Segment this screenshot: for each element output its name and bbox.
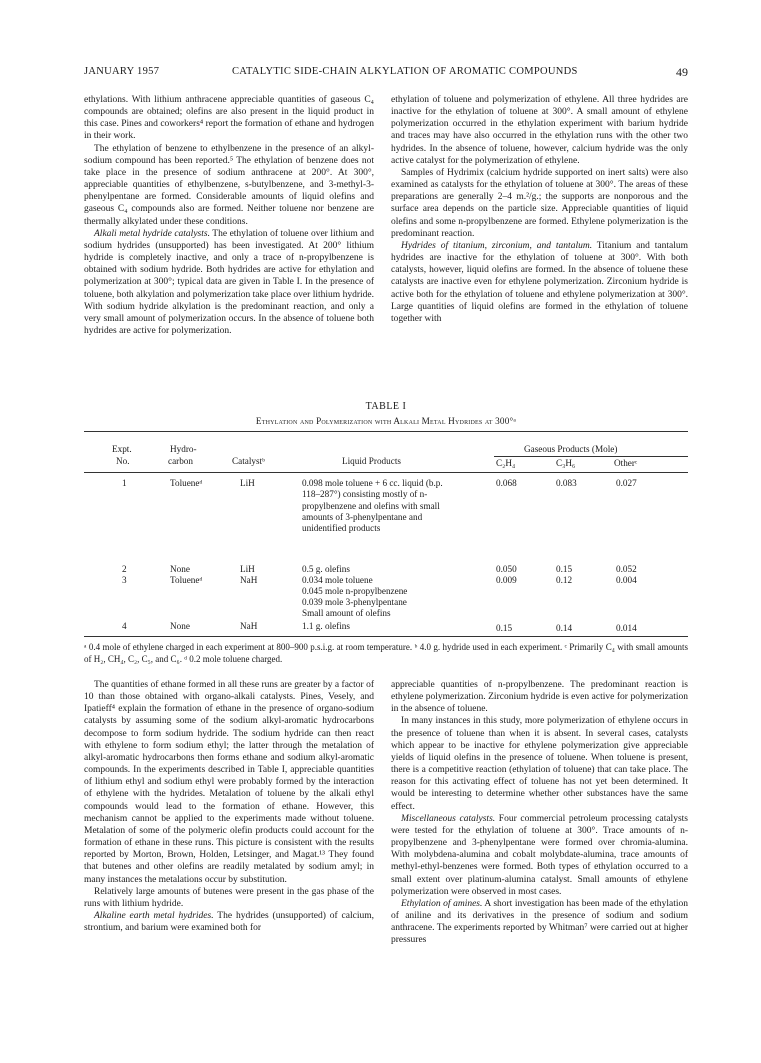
table-cell-liquid-extra: Small amount of olefins — [302, 608, 391, 618]
run-in-heading: Miscellaneous catalysts. — [401, 813, 496, 824]
table-rule-gaseous — [494, 456, 688, 457]
table-footnotes: ᵃ 0.4 mole of ethylene charged in each experiment at 800–900 p.s.i.g. at room temperature. ᵇ 4.0 g. hydride used in each experiment. ᶜ Primarily C₄ with small amounts of H₂, CH₄, C₂, C₅, and C₆. ᵈ 0.2 mole toluene charged. — [84, 642, 688, 664]
table-label: TABLE I — [365, 401, 407, 412]
table-cell-liquid: 0.5 g. olefins — [302, 564, 350, 574]
header-other: Otherᶜ — [614, 458, 638, 468]
header-running-title: CATALYTIC SIDE-CHAIN ALKYLATION OF AROMATIC COMPOUNDS — [232, 66, 578, 77]
table-cell-liquid-extra: 0.039 mole 3-phenylpentane — [302, 597, 407, 607]
table-cell-hydrocarbon: Tolueneᵈ — [170, 478, 203, 488]
paragraph-text: Four commercial petroleum processing catalysts were tested for the ethylation of toluene at 300°. Trace amounts of n-propylbenzene and 3-phenylpentane were formed over chromia-alumina. With molybdena-alumina and cobalt molybdate-alumina, trace amounts of methyl-ethyl-benzenes were formed. Both types of ethylation occurred to a small extent over platinum-alumina catalyst. Small amounts of ethylene polymerization were observed in most cases. — [391, 813, 688, 897]
table-cell-other: 0.004 — [616, 575, 637, 585]
run-in-heading: Hydrides of titanium, zirconium, and tantalum. — [401, 240, 593, 251]
table-cell-catalyst: LiH — [240, 478, 255, 488]
table-rule-top — [84, 431, 688, 432]
paragraph: ethylations. With lithium anthracene appreciable quantities of gaseous C₄ compounds are obtained; olefins are also present in the liquid product in this case. Pines and coworkers⁴ report the formation of ethane and hydrogen in their work. — [84, 95, 374, 142]
table-cell-no: 4 — [122, 621, 127, 631]
column-top-left — [84, 94, 374, 337]
paragraph: ethylation of toluene and polymerization of ethylene. All three hydrides are inactive for the ethylation of toluene at 300°. A small amount of ethylene polymerization occurred in the ethylation experiment with barium hydride and traces may have also occurred in the ethylation runs with the other two hydrides. In the absence of toluene, however, calcium hydride was the only active catalyst for the polymerization of ethylene. — [391, 95, 688, 166]
paragraph: The ethylation of benzene to ethylbenzene in the presence of an alkyl-sodium compound has been reported.⁵ The ethylation of benzene does not take place in the presence of sodium anthracene at 200°. At 300°, appreciable quantities of ethylbenzene, s-butylbenzene, and 3-methyl-3-phenylpentane are formed. Considerable amounts of liquid olefins and gaseous C₄ compounds also are formed. Neither toluene nor benzene are thermally alkylated under these conditions. — [84, 143, 374, 227]
table-cell-other: 0.014 — [616, 623, 637, 633]
header-no: No. — [116, 456, 130, 466]
header-c3h6: C₃H₆ — [556, 458, 576, 468]
table-rule-bottom — [84, 636, 688, 637]
table-cell-c3h6: 0.15 — [556, 564, 573, 574]
table-cell-liquid: 0.098 mole toluene + 6 cc. liquid (b.p. 118–287°) consisting mostly of n-propylbenzene and olefins with small amounts of 3-phenylpentane and unidentified products — [302, 478, 443, 534]
paragraph-text: The hydrides (unsupported) of calcium, strontium, and barium were examined both for — [84, 910, 374, 934]
paragraph: appreciable quantities of n-propylbenzene. The predominant reaction is ethylene polymerization. Zirconium hydride is even active for polymerization in the absence of toluene. — [391, 680, 688, 715]
paragraph — [391, 240, 688, 325]
run-in-heading: Alkaline earth metal hydrides. — [94, 910, 214, 921]
table-cell-liquid: 1.1 g. olefins — [302, 621, 350, 631]
paragraph-text: Titanium and tantalum hydrides are inactive for the ethylation of toluene at 300°. With both catalysts, however, liquid olefins are formed. In the absence of toluene these catalysts are inactive even for ethylene polymerization. Zirconium hydride is active both for the ethylation of toluene and ethylene polymerization at 300°. Large quantities of liquid olefins are formed in the ethylation of toluene together with — [391, 240, 689, 324]
run-in-heading: Alkali metal hydride catalysts. — [94, 228, 210, 239]
table-cell-c3h6: 0.083 — [556, 478, 577, 488]
table-cell-liquid-extra: 0.045 mole n-propylbenzene — [302, 586, 408, 596]
table-cell-catalyst: NaH — [240, 575, 258, 585]
table-caption: Ethylation and Polymerization with Alkali Metal Hydrides at 300°ᵃ — [255, 416, 517, 426]
table-cell-c2h4: 0.15 — [496, 623, 513, 633]
header-liquid-products: Liquid Products — [342, 456, 401, 466]
table-cell-other: 0.027 — [616, 478, 637, 488]
run-in-heading: Ethylation of amines. — [401, 898, 483, 909]
header-expt: Expt. — [112, 444, 132, 454]
page-number: 49 — [676, 65, 688, 79]
paragraph: Samples of Hydrimix (calcium hydride supported on inert salts) were also examined as catalysts for the ethylation of toluene at 300°. The areas of these preparations are generally 2–4 m.²/g.; the supports are nonporous and the surface area depends on the particle size. Appreciable quantities of liquid olefins and some n-propylbenzene are formed. Ethylene polymerization is the predominant reaction. — [391, 167, 688, 239]
table-cell-c2h4: 0.050 — [496, 564, 517, 574]
header-date: JANUARY 1957 — [84, 66, 160, 77]
paragraph — [391, 898, 688, 947]
paragraph-text: A short investigation has been made of the ethylation of aniline and its derivatives in the presence of sodium and sodium anthracene. The experiments reported by Whitman⁷ were carried out at higher pressures — [391, 898, 688, 946]
column-bottom-right — [391, 679, 688, 946]
table-rule-header — [84, 472, 688, 473]
table-cell-liquid: 0.034 mole toluene — [302, 575, 373, 585]
table-cell-c2h4: 0.009 — [496, 575, 517, 585]
table-cell-catalyst: NaH — [240, 621, 258, 631]
header-hydro: Hydro- — [170, 444, 197, 454]
header-catalyst: Catalystᵇ — [232, 456, 265, 466]
table-cell-no: 1 — [122, 478, 127, 488]
running-header — [84, 66, 688, 80]
paragraph — [84, 228, 374, 337]
table-cell-c3h6: 0.14 — [556, 623, 573, 633]
table-cell-c2h4: 0.068 — [496, 478, 517, 488]
column-bottom-left — [84, 679, 374, 934]
table-cell-hydrocarbon: None — [170, 564, 190, 574]
table-cell-c3h6: 0.12 — [556, 575, 573, 585]
table-cell-hydrocarbon: None — [170, 621, 190, 631]
header-carbon: carbon — [168, 456, 193, 466]
table-cell-other: 0.052 — [616, 564, 637, 574]
paragraph: In many instances in this study, more polymerization of ethylene occurs in the presence of toluene than when it is absent. In several cases, catalysts which appear to be inactive for ethylene polymerization give appreciable yields of liquid olefins in the presence of toluene. When toluene is present, there is a competitive reaction (ethylation of toluene) that can take place. The reason for this activating effect of toluene has not yet been determined. It would be interesting to determine whether other substances have the same effect. — [391, 716, 688, 812]
paragraph — [391, 813, 688, 898]
header-c2h4: C₂H₄ — [496, 458, 516, 468]
paragraph — [84, 910, 374, 934]
table-cell-no: 3 — [122, 575, 127, 585]
table-cell-catalyst: LiH — [240, 564, 255, 574]
table-cell-no: 2 — [122, 564, 127, 574]
paragraph: The quantities of ethane formed in all these runs are greater by a factor of 10 than those obtained with organo-alkali catalysts. Pines, Vesely, and Ipatieff⁴ explain the formation of ethane in the presence of organo-sodium catalysts by assuming some of the sodium alkyl-aromatic hydrocarbons decompose to form sodium hydride. The sodium hydride can then react with ethylene to form sodium ethyl; the latter through the metalation of alkyl-aromatic hydrocarbons then forms ethane and sodium alkyl-aromatic compounds. In the experiments described in Table I, appreciable quantities of lithium ethyl and sodium ethyl were probably formed by the interaction of ethylene with the hydrides. Metalation of toluene by the alkali ethyl compounds would lead to the formation of ethane. However, this mechanism cannot be applied to the experiments made without toluene. Metalation of some of the polymeric olefin products could account for the formation of ethane in these runs. This picture is consistent with the results reported by Morton, Brown, Holden, Letsinger, and Magat.¹³ They found that butenes and other olefins are readily metalated by sodium amyl; in many instances the metalations occur by substitution. — [84, 680, 374, 885]
header-gaseous-products: Gaseous Products (Mole) — [524, 444, 618, 454]
column-top-right — [391, 94, 688, 325]
paragraph-text: The ethylation of toluene over lithium and sodium hydrides (unsupported) has been investigated. At 200° lithium hydride is completely inactive, and only a trace of n-propylbenzene is obtained with sodium hydride. Both hydrides are active for ethylation and polymerization at 300°; typical data are given in Table I. In the presence of toluene, both alkylation and polymerization take place over lithium hydride. With sodium hydride alkylation is the predominant reaction, and only a very small amount of polymerization occurs. In the absence of toluene both hydrides are active for polymerization. — [84, 228, 374, 336]
table-cell-hydrocarbon: Tolueneᵈ — [170, 575, 203, 585]
paragraph: Relatively large amounts of butenes were present in the gas phase of the runs with lithium hydride. — [84, 886, 374, 909]
